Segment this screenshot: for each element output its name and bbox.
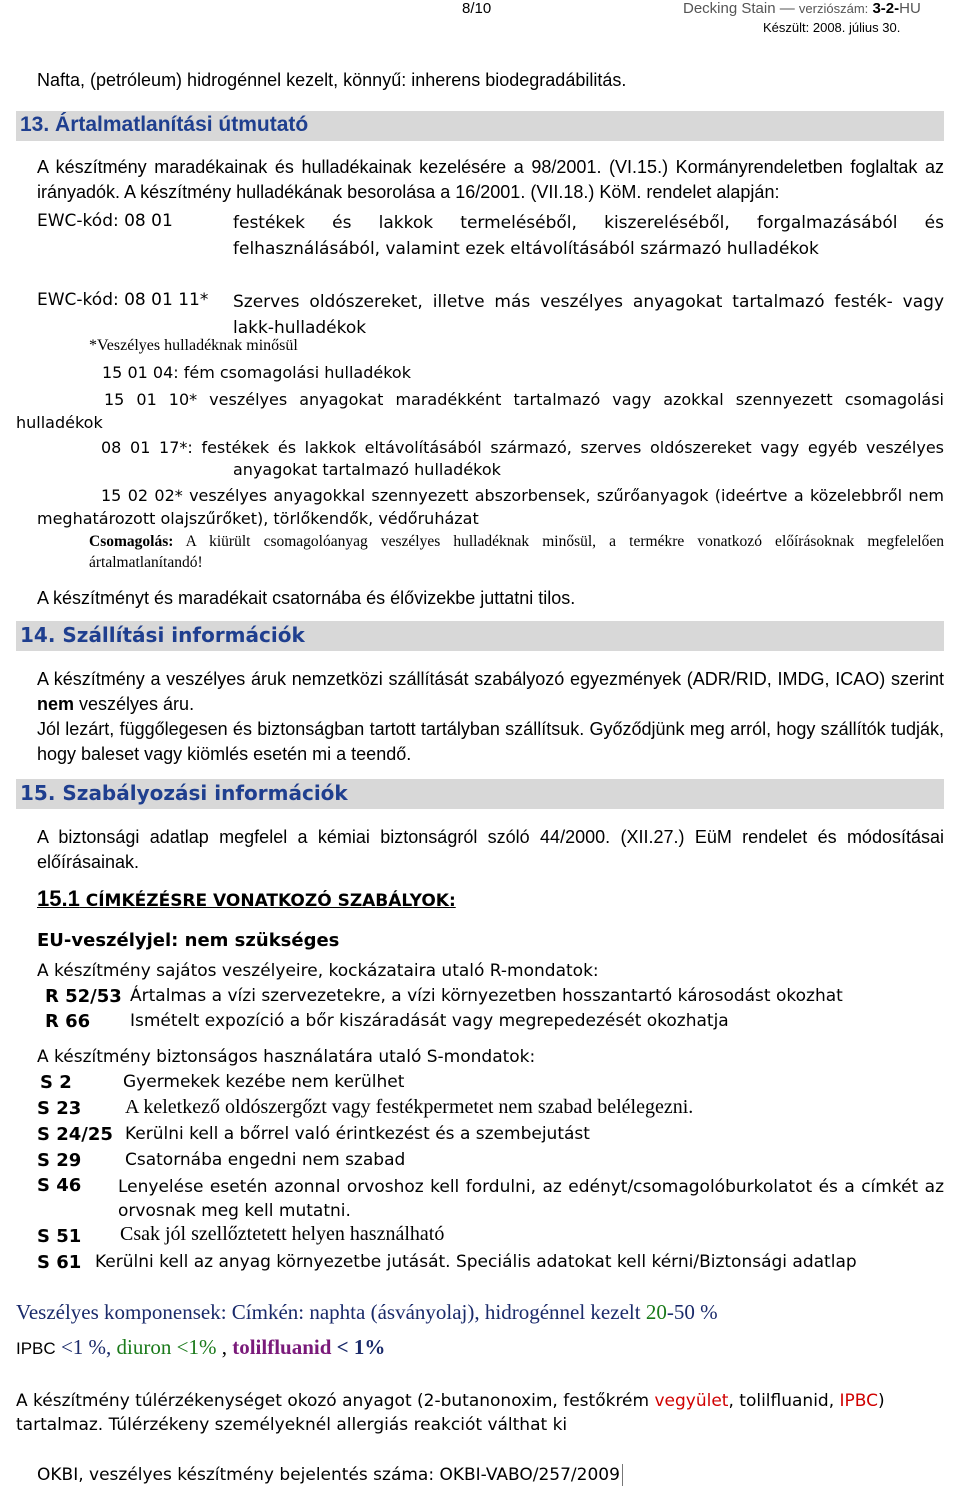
components-max: -50 % — [666, 1300, 718, 1324]
s-phrases-intro: A készítmény biztonságos használatára utaló S-mondatok: — [37, 1047, 536, 1067]
section-14-title: 14. Szállítási információk — [20, 623, 305, 647]
waste-code-2: 15 01 10* veszélyes anyagokat maradékként tartalmazó vagy azokkal szennyezett csomagolási — [104, 390, 944, 409]
sens-red-word: vegyület — [654, 1391, 729, 1411]
s14-p1-pre: A készítmény a veszélyes áruk nemzetközi szállítását szabályozó egyezmények (ADR/RID, IMDG, ICAO) szerint — [37, 669, 944, 689]
s-text-2: A keletkező oldószergőzt vagy festékpermetet nem szabad belélegezni. — [125, 1096, 694, 1118]
waste-code-3: 08 01 17*: festékek és lakkok eltávolításából származó, szerves oldószereket vagy egyéb veszélyes — [101, 438, 944, 457]
r-code-1: R 52/53 — [45, 986, 122, 1007]
hazard-note: *Veszélyes hulladéknak minősül — [89, 337, 298, 354]
sub-title: CÍMKÉZÉSRE VONATKOZÓ SZABÁLYOK: — [79, 891, 456, 911]
sens-text-1: A készítmény túlérzékenységet okozó anyagot (2-butanonoxim, festőkrém — [16, 1391, 655, 1411]
ewc-code-1: EWC-kód: 08 01 — [37, 211, 173, 231]
r-text-1: Ártalmas a vízi szervezetekre, a vízi környezetben hosszantartó károsodást okozhat — [130, 986, 843, 1006]
ipbc-label: IPBC — [16, 1339, 56, 1358]
sens-text-2: , tolilfluanid, — [728, 1391, 840, 1411]
s14-p1-post: veszélyes áru. — [74, 694, 195, 714]
intro-line: Nafta, (petróleum) hidrogénnel kezelt, könnyű: inherens biodegradábilitás. — [37, 70, 627, 90]
tolilfluanid-value: < 1% — [331, 1335, 386, 1359]
sens-text-3: ) tartalmaz. Túlérzékeny személyeknél allergiás reakciót válthat ki — [16, 1391, 885, 1435]
r-phrases-intro: A készítmény sajátos veszélyeire, kockázataira utaló R-mondatok: — [37, 961, 599, 981]
section-14-paragraph-2: Jól lezárt, függőlegesen és biztonságban tartott tartályban szállítsuk. Győződjünk meg arról, hogy szállítók tudják, hogy baleset vagy kiömlés esetén mi a teendő. — [37, 719, 944, 764]
waste-code-4-cont: meghatározott olajszűrőket), törlőkendők, védőruházat — [37, 509, 479, 528]
version-bold: 3-2- — [872, 0, 900, 17]
r-code-2: R 66 — [45, 1011, 91, 1032]
waste-code-4: 15 02 02* veszélyes anyagokkal szennyezett abszorbensek, szűrőanyagok (ideértve a közelebbről nem — [101, 486, 944, 505]
packaging-note — [89, 531, 944, 573]
components-text: Veszélyes komponensek: Címkén: naphta (ásványolaj), hidrogénnel kezelt — [16, 1300, 646, 1324]
section-13-header — [16, 111, 944, 141]
section-14-header — [16, 621, 944, 651]
other-components — [16, 1335, 385, 1360]
doc-date: Készült: 2008. július 30. — [763, 20, 901, 35]
waste-code-2-cont: hulladékok — [16, 413, 103, 432]
tolilfluanid-label: tolilfluanid — [232, 1335, 332, 1359]
s-code-3: S 24/25 — [37, 1124, 113, 1145]
sub-number: 15.1 — [37, 886, 80, 911]
header-dash: — — [779, 0, 795, 17]
hazardous-components — [16, 1300, 718, 1325]
page-number: 8/10 — [462, 0, 492, 17]
diuron-value: diuron <1% — [116, 1335, 217, 1359]
ewc-text-2: Szerves oldószereket, illetve más veszélyes anyagokat tartalmazó festék- vagy lakk-hulladékok — [233, 292, 944, 338]
waste-code-3-cont: anyagokat tartalmazó hulladékok — [233, 460, 501, 479]
s14-p1-bold: nem — [37, 694, 75, 714]
sens-ipbc: IPBC — [839, 1391, 879, 1411]
r-text-2: Ismételt expozíció a bőr kiszáradását vagy megrepedezését okozhatja — [130, 1011, 729, 1031]
ewc-text-1: festékek és lakkok termeléséből, kiszereléséből, forgalmazásából és felhasználásából, valamint ezek eltávolításából származó hulladékok — [233, 213, 944, 259]
sensitizer-note — [16, 1389, 944, 1437]
packaging-text: A kiürült csomagolóanyag veszélyes hulladéknak minősül, a termékre vonatkozó előírásoknak megfelelően ártalmatlanítandó! — [89, 533, 944, 571]
s-code-6: S 51 — [37, 1226, 82, 1247]
ewc-code-2: EWC-kód: 08 01 11* — [37, 290, 209, 310]
labeling-subheading — [37, 886, 456, 912]
s-text-4: Csatornába engedni nem szabad — [125, 1150, 406, 1170]
components-min: 20 — [645, 1300, 667, 1324]
s-code-1: S 2 — [40, 1072, 72, 1093]
s-code-5: S 46 — [37, 1175, 82, 1196]
section-13-paragraph: A készítmény maradékainak és hulladékainak kezelésére a 98/2001. (VI.15.) Kormányrendeletben foglaltak az irányadók. A készítmény hulladékának besorolása a 16/2001. (VII.18.) KöM. rendelet alapján: — [37, 157, 944, 202]
s-text-1: Gyermekek kezébe nem kerülhet — [123, 1072, 405, 1092]
product-name: Decking Stain — [683, 0, 776, 17]
eu-hazard-symbol: EU-veszélyjel: nem szükséges — [37, 930, 340, 951]
ipbc-value: <1 %, — [55, 1335, 117, 1359]
s-text-6: Csak jól szellőztetett helyen használható — [120, 1223, 445, 1245]
section-13-title: 13. Ártalmatlanítási útmutató — [20, 113, 309, 136]
waste-code-1: 15 01 04: fém csomagolási hulladékok — [102, 363, 411, 382]
okbi-number: OKBI, veszélyes készítmény bejelentés száma: OKBI-VABO/257/2009 — [37, 1464, 623, 1486]
s-text-3: Kerülni kell a bőrrel való érintkezést és a szembejutást — [125, 1124, 590, 1144]
packaging-label: Csomagolás: — [89, 533, 174, 550]
version-label: verziószám: — [798, 1, 869, 16]
doc-header-product — [683, 0, 921, 17]
separator-comma: , — [216, 1335, 233, 1359]
s-code-2: S 23 — [37, 1098, 82, 1119]
version-rest: HU — [899, 0, 921, 17]
s-text-5: Lenyelése esetén azonnal orvoshoz kell fordulni, az edényt/csomagolóburkolatot és a címkét az orvosnak meg kell mutatni. — [118, 1177, 944, 1221]
s-code-4: S 29 — [37, 1150, 82, 1171]
section-15-header — [16, 779, 944, 809]
sewer-prohibition: A készítményt és maradékait csatornába és élővizekbe juttatni tilos. — [37, 588, 576, 608]
s-code-7: S 61 — [37, 1252, 82, 1273]
s-text-7: Kerülni kell az anyag környezetbe jutását. Speciális adatokat kell kérni/Biztonsági adatlap — [95, 1252, 857, 1272]
section-15-title: 15. Szabályozási információk — [20, 781, 348, 805]
section-14-paragraph-1 — [37, 667, 944, 717]
section-15-paragraph: A biztonsági adatlap megfelel a kémiai biztonságról szóló 44/2000. (XII.27.) EüM rendelet és módosításai előírásainak. — [37, 827, 944, 872]
